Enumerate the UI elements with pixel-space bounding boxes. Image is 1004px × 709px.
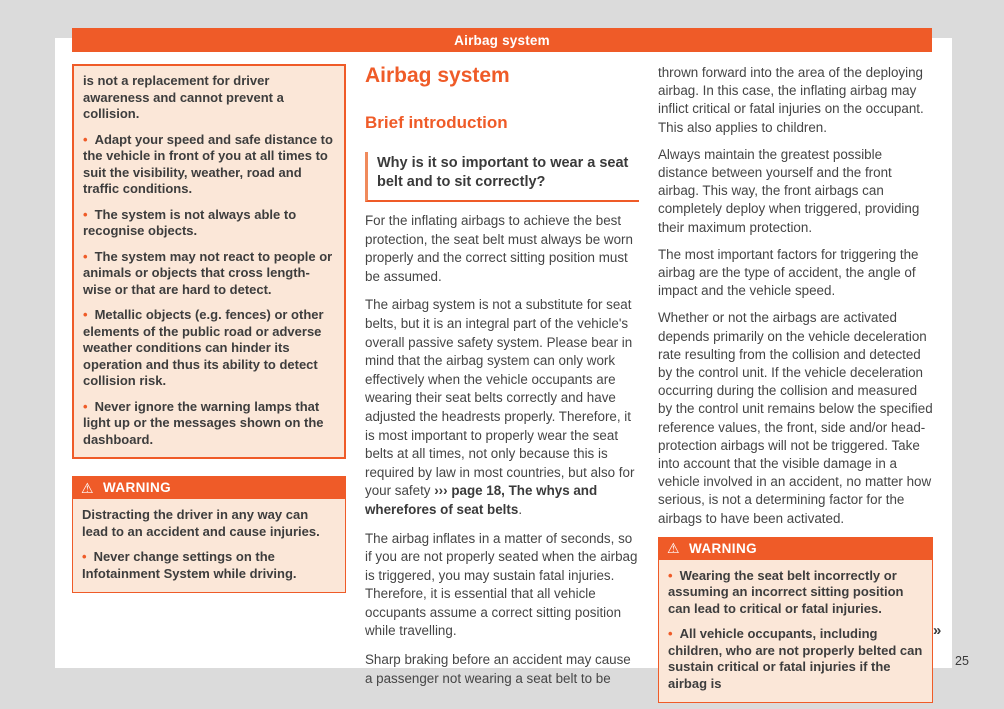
- note-bullet-text: The system is not always able to recognise objects.: [83, 206, 297, 238]
- note-bullet-text: Adapt your speed and safe distance to the vehicle in front of you at all times to suit the visibility, weather, road and traffic conditions.: [83, 131, 333, 196]
- paragraph: Whether or not the airbags are activated depends primarily on the vehicle deceleration rate resulting from the collision and detected by the control unit. If the vehicle deceleration occurring during the collision and measured by the control unit remains below the specified reference values, the front, side and/or head-protection airbags will not be triggered. Take into account that the visible damage in a vehicle involved in an accident, no matter how serious, is not a determining factor for the airbags to have been activated.: [658, 310, 933, 526]
- note-bullet-text: The system may not react to people or animals or objects that cross length-wise or that are hard to detect.: [83, 248, 333, 297]
- bullet-icon: •: [83, 206, 88, 222]
- warning-box-body: [658, 560, 933, 704]
- note-bullet: [83, 207, 335, 240]
- paragraph: Always maintain the greatest possible distance between yourself and the front airbag. This way, the front airbags can completely deploy when triggered, providing their maximum protection.: [658, 146, 920, 235]
- continuation-mark: »: [933, 622, 942, 639]
- paragraph: For the inflating airbags to achieve the best protection, the seat belt must always be worn properly and the correct sitting position must be assumed.: [365, 213, 633, 284]
- chapter-title: Airbag system: [365, 64, 510, 87]
- warning-triangle-icon: ⚠: [667, 540, 680, 557]
- note-bullet-text: Metallic objects (e.g. fences) or other elements of the public road or adverse weather conditions can hinder its operation and thus its ability to detect collision risk.: [83, 307, 324, 388]
- topic-heading: Why is it so important to wear a seat belt and to sit correctly?: [365, 152, 639, 202]
- warning-bullet-text: All vehicle occupants, including children, who are not properly belted can sustain critical or fatal injuries if the airbag is: [668, 626, 923, 691]
- bullet-icon: •: [83, 398, 88, 414]
- warning-title: WARNING: [102, 480, 171, 495]
- warning-bullet-text: Never change settings on the Infotainment System while driving.: [82, 549, 297, 581]
- bullet-icon: •: [83, 248, 88, 264]
- warning-title: WARNING: [688, 540, 757, 556]
- warning-box-body: [72, 499, 346, 593]
- note-bullet-text: Never ignore the warning lamps that light up or the messages shown on the dashboard.: [83, 398, 324, 447]
- section-title: Brief introduction: [365, 113, 508, 132]
- paragraph: The airbag inflates in a matter of seconds, so if you are not properly seated when the airbag is triggered, you may sustain fatal injuries. Therefore, it is essential that all vehicle occupants assume a correct sitting position while travelling.: [365, 530, 638, 639]
- bullet-icon: •: [82, 549, 87, 564]
- bullet-icon: •: [668, 626, 673, 642]
- left-column: [72, 64, 346, 593]
- warning-bullet: [82, 549, 336, 582]
- bullet-icon: •: [668, 567, 673, 583]
- warning-box-header: [658, 537, 933, 560]
- warning-box-right: [658, 537, 933, 704]
- chapter-header-bar: [72, 28, 932, 52]
- warning-bullet-text: Wearing the seat belt incorrectly or assuming an incorrect sitting position can lead to critical or fatal injuries.: [668, 567, 904, 616]
- paragraph: The most important factors for triggering the airbag are the type of accident, the angle of impact and the vehicle speed.: [658, 246, 919, 299]
- note-bullet: [83, 132, 335, 198]
- right-column: [658, 64, 933, 703]
- paragraph: [365, 296, 639, 519]
- warning-lead: Distracting the driver in any way can lead to an accident and cause injuries.: [82, 507, 320, 539]
- note-bullet: [83, 249, 335, 299]
- middle-column: [365, 64, 639, 688]
- warning-triangle-icon: ⚠: [81, 479, 94, 496]
- bullet-icon: •: [83, 131, 88, 147]
- warning-continuation-box: [72, 64, 346, 459]
- paragraph-text: The airbag system is not a substitute for seat belts, but it is an integral part of the vehicle's overall passive safety system. Please bear in mind that the airbag system can only work effectively when the vehicle occupants are wearing their seat belts correctly and have adjusted the headrests properly. Therefore, it is most important to properly wear the seat belts at all times, not only because this is required by law in most countries, but also for your safety: [365, 297, 635, 499]
- paragraph: thrown forward into the area of the deploying airbag. In this case, the inflating airbag may inflict critical or fatal injuries on the occupant. This also applies to children.: [658, 65, 924, 135]
- note-intro: is not a replacement for driver awareness and cannot prevent a collision.: [83, 73, 284, 121]
- paragraph-text: .: [518, 501, 523, 517]
- warning-box-header: [72, 476, 346, 499]
- note-bullet: [83, 399, 335, 449]
- page-reference: ››› page 18, The whys and wherefores of seat belts: [365, 483, 598, 517]
- chapter-header-title: Airbag system: [454, 32, 550, 48]
- page-number: 25: [955, 654, 969, 668]
- warning-bullet: [668, 626, 923, 692]
- note-bullet: [83, 307, 335, 390]
- bullet-icon: •: [83, 307, 88, 322]
- warning-bullet: [668, 568, 923, 618]
- paragraph: Sharp braking before an accident may cause a passenger not wearing a seat belt to be: [365, 652, 631, 686]
- warning-box-left: [72, 476, 346, 593]
